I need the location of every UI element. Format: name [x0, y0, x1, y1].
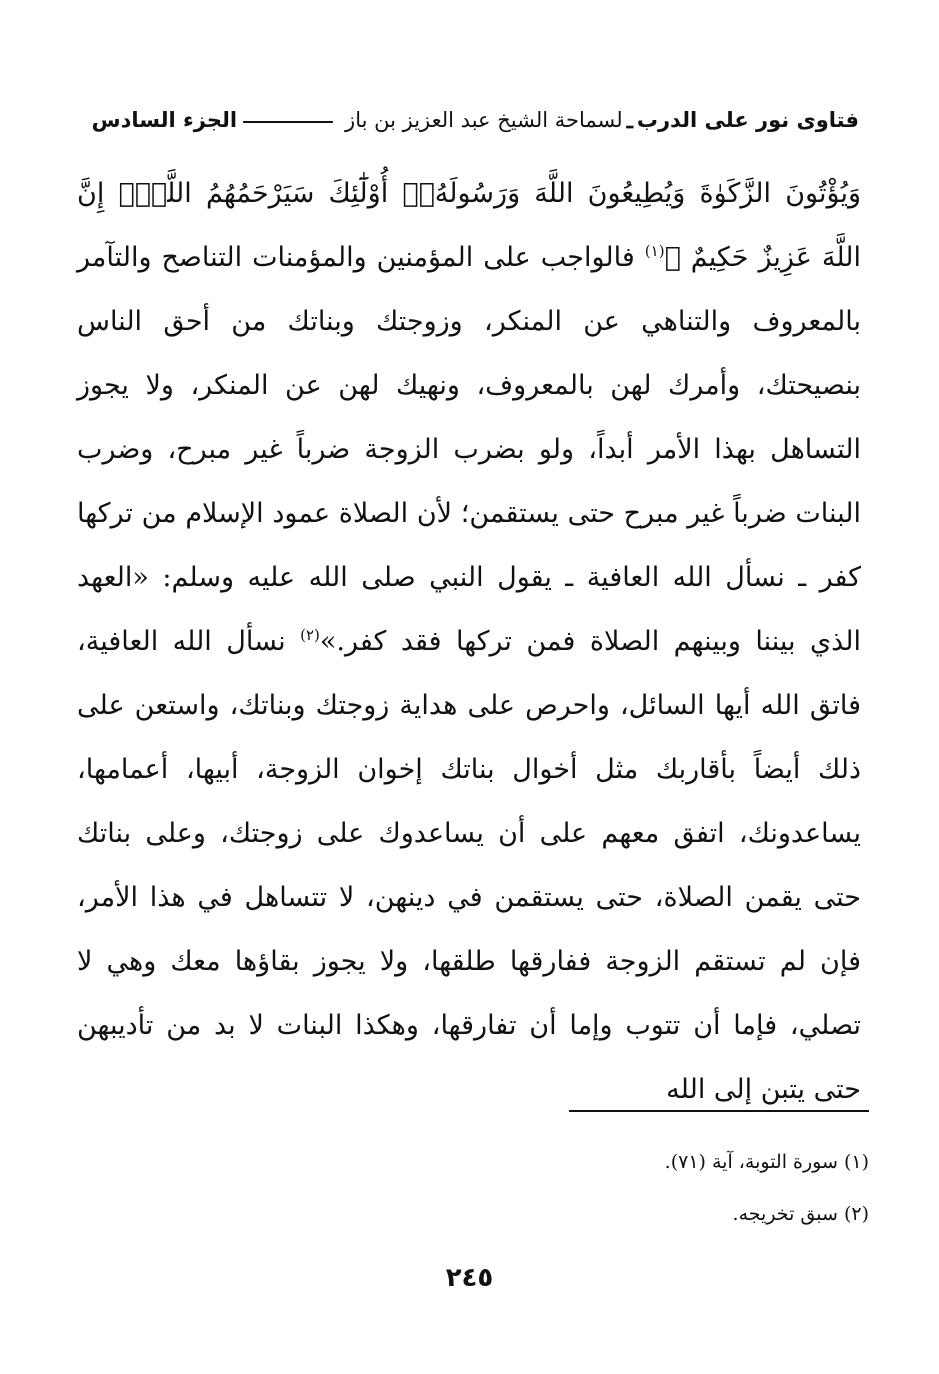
footnote-separator	[569, 1110, 869, 1112]
paragraph-part-1: فالواجب على المؤمنين والمؤمنات التناصح والتآمر بالمعروف والتناهي عن المنكر، وزوجتك وبناتك من أحق الناس بنصيحتك، وأمرك لهن بالمعروف، ونهيك لهن عن المنكر، ولا يجوز التساهل بهذا الأمر أبداً، ولو بضرب الزوجة ضرباً غير مبرح، وضرب البنات ضرباً غير مبرح حتى يستقمن؛ لأن الصلاة عمود الإسلام من تركها كفر ـ نسأل الله العافية ـ يقول النبي صلى الله عليه وسلم: «العهد الذي بيننا وبينهم الصلاة فمن تركها فقد كفر.»	[77, 242, 861, 657]
running-header	[79, 100, 859, 140]
quran-verse: وَيُؤْتُونَ الزَّكَوٰةَ وَيُطِيعُونَ اللَّهَ وَرَسُولَهُۥٓ أُوْلَٰٓئِكَ سَيَرْحَمُهُمُ اللَّهُۗ إِنَّ اللَّهَ عَزِيزٌ حَكِيمٌ ﴾	[77, 178, 862, 273]
footnote-1: (١) سورة التوبة، آية (٧١).	[664, 1151, 869, 1173]
footnote-ref-2: (٢)	[300, 626, 320, 644]
header-dash: ـ	[626, 107, 633, 133]
footnotes	[269, 1136, 869, 1240]
volume-label: الجزء السادس	[91, 108, 238, 132]
body-paragraph	[77, 162, 861, 1122]
author-name: لسماحة الشيخ عبد العزيز بن باز	[345, 108, 623, 132]
book-title: فتاوى نور على الدرب	[636, 108, 859, 132]
paragraph-part-2: نسأل الله العافية، فاتق الله أيها السائل، واحرص على هداية زوجتك وبناتك، واستعن على ذلك أيضاً بأقاربك مثل أخوال بناتك إخوان الزوجة، أبيها، أعمامها، يساعدونك، اتفق معهم على أن يساعدوك على زوجتك، وعلى بناتك حتى يقمن الصلاة، حتى يستقمن في دينهن، لا تتساهل في هذا الأمر، فإن لم تستقم الزوجة ففارقها طلقها، ولا يجوز بقاؤها معك وهي لا تصلي، فإما أن تتوب وإما أن تفارقها، وهكذا البنات لا بد من تأديبهن حتى يتبن إلى الله	[77, 626, 861, 1105]
page-number: ٢٤٥	[445, 1263, 494, 1293]
header-rule	[243, 121, 333, 123]
footnote-ref-1: (١)	[644, 242, 665, 260]
footnote-2: (٢) سبق تخريجه.	[732, 1203, 869, 1225]
